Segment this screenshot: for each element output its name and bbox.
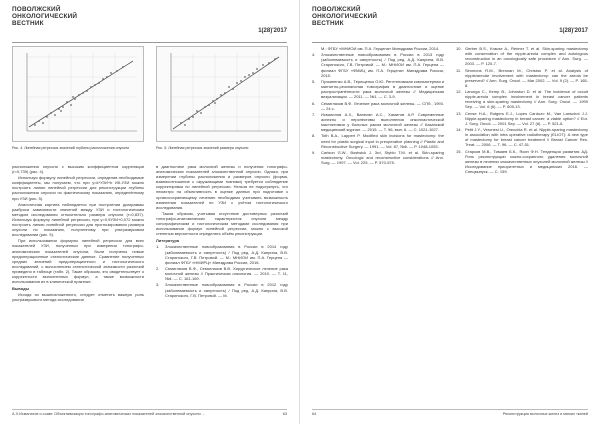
reference-item: 1. Злокачественные новообразования в России в 2014 году (заболеваемость и смертность) / Под ред. А.Д. Каприна, В.В. Старинского, Г.В. Петровой. — М.: МНИОИ им. П.А. Герцена — филиал ФГБУ «НМИРЦ» Минздрава России, 2016. xyxy=(156,244,288,265)
body-paragraph: Аналогичная картина наблюдается при построении диаграммы разброса зависимости значений между УЗИ и гистологическим методом исследования относительно размера опухоли (r=0,837). Используя формулу линейной регрессии, при y=0,9УЗИ+0,072 можно построить линию линейной регрессии для прогнозирования размера опухоли по показанию, полученному при ультразвуковом исследовании (рис. 5). xyxy=(12,201,144,238)
running-footer: А.Х.Исмагилов и соавт. Объективизация топографо-анатомических показателей злокачественной опухоли ... xyxy=(12,412,205,416)
journal-title-line: ВЕСТНИК xyxy=(312,20,344,27)
section-heading: Литература xyxy=(156,238,180,244)
journal-header xyxy=(12,6,287,43)
page-footer xyxy=(312,409,588,418)
reference-item xyxy=(456,111,588,126)
reference-number: 11. xyxy=(456,67,462,73)
reference-list xyxy=(312,46,444,165)
body-paragraph: Исходя из вышеизложенного, следует отметить важную роль ультразвукового метода исследования xyxy=(12,292,144,303)
left-page-column-1 xyxy=(12,164,144,303)
reference-text: Toth B.A., Lappert P. Modified skin incisions for mastectomy: the need for plastic surgical input in preoperative planning // Plastic and Reconstructive Surgery. — 1991. — Vol. 87, №6. — P. 1048-1053. xyxy=(321,133,444,149)
reference-text: Злокачественные новообразования в России в 2012 году (заболеваемость и смертность) / Под ред. А.Д. Каприна, В.В. Старинского, Г.В. Петровой. — М. xyxy=(165,282,288,298)
reference-text: Исмагилов А.Х., Ванесян А.С., Хамитов А.Р. Современные аспекты и перспективы выполнения онкопластической мастэктомии у больных раком молочной железы // Казанский медицинский журнал. — 2015. — Т. 96, вып. 6. — С. 1021-1027. xyxy=(321,111,444,133)
reference-text: Старков М.В., Тимаев Б.К., Ясин Ф.Н. Тенденция развития АД. Роль реконструкции кожно-сохранного удаления молочной железы в лечении злокачественных опухолей молочной железы // Исследование приоритетных и медицинских 2016. — Спецвыпуск. — С. 159. xyxy=(465,148,588,175)
left-page-column-2 xyxy=(156,164,288,299)
body-paragraph: Используя формулу линейной регрессии, определив необходимые коэффициенты, мы получаем, что при y=k*УЗИ+b ИК-УЗИ можно построить линию линейной регрессии для реконструкции глубины расположения опухоли по фактическому показанию, определённому при УЗИ (рис. 5). xyxy=(12,175,144,201)
journal-title-line: ПОВОЛЖСКИЙ xyxy=(312,6,361,13)
journal-title xyxy=(312,6,588,27)
reference-item xyxy=(456,127,588,147)
journal-title-line: ОНКОЛОГИЧЕСКИЙ xyxy=(312,13,378,20)
reference-item: 2. Семиглазов В.Ф., Семиглазов В.В. Хирургическое лечение рака молочной железы // Практическая онкология. — 2010. — Т. 11, №4. — С. 161-169. xyxy=(156,265,288,282)
issue-number: 1(28)'2017 xyxy=(559,28,588,34)
figure-5-scatter-plot xyxy=(156,46,288,142)
right-page xyxy=(300,0,600,424)
reference-number: 7. xyxy=(312,111,316,117)
right-page-column-2 xyxy=(456,46,588,175)
reference-list xyxy=(156,244,288,297)
page-number: 63 xyxy=(282,412,287,416)
issue-number: 1(28)'2017 xyxy=(258,28,287,34)
reference-number: 6. xyxy=(312,100,316,106)
reference-item xyxy=(312,46,444,51)
running-footer: Реконструкция молочных желез и мягких тканей xyxy=(502,412,588,416)
reference-text: Carlson G.W., Bostwick J. 3rd, Styblo T.M. et al. Skin-sparing mastectomy. Oncologic and reconstructive considerations // Ann. Surg. — 1997. — Vol. 225. — P. 570-575. xyxy=(321,149,444,166)
reference-number: 15. xyxy=(456,148,462,154)
reference-item xyxy=(312,101,444,111)
reference-text: Пучкиненко А.В., Терещенко О.Ю. Рентгеновская компьютерная и магнитно-резонансная томография в диагностике и оценке распространённости рака молочной железы // Медицинская визуализация. — 2011. — №1. — С. 3-9. xyxy=(321,78,445,100)
reference-item: 3. Злокачественные новообразования в России в 2012 году (заболеваемость и смертность) / Под ред. А.Д. Каприна, В.В. Старинского, Г.В. Петровой. — М. xyxy=(156,282,288,298)
journal-header xyxy=(312,6,588,43)
reference-number: 10. xyxy=(456,46,462,51)
figures-row xyxy=(12,46,288,158)
reference-item xyxy=(312,52,444,77)
body-paragraph: Таким образом, учитывая отсутствие достоверных различий топографо-анатомических характеристик опухоли между сонографическим и гистологическим методами исследования при использовании формул линейной регрессии, можно с высокой степенью вероятности определять объём реконструкции. xyxy=(156,210,288,237)
reference-item xyxy=(312,112,444,132)
reference-text: Simmons R.M., Brennan M., Christos P. et al. Analysis of nipple/areolar involvement with mastectomy: can the areola be preserved? // Ann. Surg. Oncol. — Mar 2002. — Vol. 9 (2). — P. 165-8. xyxy=(465,67,588,88)
journal-title-line: ВЕСТНИК xyxy=(12,20,44,27)
reference-item xyxy=(312,150,444,165)
right-page-column-1 xyxy=(312,46,444,166)
reference-item xyxy=(456,46,588,66)
reference-item xyxy=(456,149,588,174)
page-number: 64 xyxy=(312,412,317,416)
reference-text: Petit J.Y., Veronesi U., Orecchia R. et al. Nipple-sparing mastectomy in association with intra operative radiotherapy (ELIOT): A new type of mastectomy for breast cancer treatment // Breast Cancer Res. Treat. — 2006. — T. 96. — C. 47-51. xyxy=(465,127,588,148)
reference-text: Cense H.A., Rutgers E.J., Lopes Cardozo M., Van Lanschot J.J. Nipple-sparing mastectomy in breast cancer: a viable option? // Eur. J. Surg. Oncol. — 2001 Sep. — Vol. 27 (6). — P. 521-6. xyxy=(465,110,588,126)
reference-text: М.: ФГБУ «МНИОИ им. П.А. Герцена» Минздрава России, 2014. xyxy=(321,46,440,51)
reference-number: 5. xyxy=(312,78,316,84)
reference-list xyxy=(456,46,588,174)
body-paragraph: в диагностике рака молочной железы и получения топографо-анатомических показателей злокачественной опухоли. Однако, при измерении глубины расположения и размеров опухоли (форма, взаимоотношение с окружающими тканями) требуется соблюдение корректировки по линейной регрессии. Нельзя не подчеркнуть, что несмотря на объективность в оценке данных при подготовке к органосохраняющему лечению необходимо учитывать возможность изменения показателей по УЗИ с учётом гистологического исследования. xyxy=(156,164,288,210)
reference-number: 14. xyxy=(456,127,462,133)
figure-4-caption: Рис. 4. Линейная регрессия значений глубины расположения опухоли xyxy=(12,146,130,150)
reference-text: Gerber B.S., Krause A., Reimer T. et al. Skin-sparing mastectomy with conservation of the nipple-areola complex and autologous reconstruction is an oncologically safe procedure // Ann. Surg. — 2003. — P. 120-7. xyxy=(465,46,588,67)
reference-number: 8. xyxy=(312,133,316,139)
reference-item xyxy=(456,68,588,88)
reference-text: Злокачественные новообразования в России в 2013 году (заболеваемость и смертность) / Под ред. А.Д. Каприна, В.В. Старинского, Г.В. Петровой. — М.: МНИОИ им. П.А. Герцена — филиал ФГБУ «ФМИЦ им. П.А. Герцена» Минздрава России, 2015. xyxy=(321,52,444,78)
reference-number: 4. xyxy=(312,52,316,58)
page-footer xyxy=(12,409,287,418)
journal-title-line: ПОВОЛЖСКИЙ xyxy=(12,6,61,13)
body-paragraph: расположения опухоли с высоким коэффициентом корреляции (r=0,739) (рис. 4). xyxy=(12,164,144,175)
reference-text: Семиглазов В.Ф. Лечение рака молочной железы. — СПб., 1993. — 24 с. xyxy=(321,100,444,111)
section-heading: Выводы xyxy=(12,286,30,292)
reference-text: Laronga C., Kemp B., Johnston D. et al. The incidence of occult nipple-areola complex involvement in breast cancer patients receiving a skin-sparing mastectomy // Ann. Surg. Oncol. — 1999 Sep. — Vol. 6 (6). — P. 609-13. xyxy=(465,89,588,110)
reference-item xyxy=(456,89,588,109)
journal-title-line: ОНКОЛОГИЧЕСКИЙ xyxy=(12,13,78,20)
reference-number: 9. xyxy=(312,149,316,155)
reference-text: Злокачественные новообразования в России в 2014 году (заболеваемость и смертность) / Под ред. А.Д. Каприна, В.В. Старинского, Г.В. Петровой. — М.: МНИОИ им. П.А. Герцена — филиал ФГБУ «НМИРЦ» Минздрава России, 2016. xyxy=(165,244,288,265)
figure-5-caption: Рис. 5. Линейная регрессия значений размера опухоли xyxy=(156,146,249,150)
figure-4-scatter-plot xyxy=(12,46,144,142)
reference-item xyxy=(312,133,444,148)
reference-number: 13. xyxy=(456,110,462,116)
journal-title xyxy=(12,6,287,27)
body-paragraph: При использовании формулы линейной регрессии для всех показателей УЗИ, полученных при измерении топографо-анатомических показателей опухоли, были получены новые предоперационные статистические данные. Сравнение полученных средних значений предоперационного и гистологического исследований, с вычислением статистической значимости различий приведено в таблице (табл. 2). Такие образом, это свидетельствует о корректности выполненных формул, а также возможности использования их в клинической практике. xyxy=(12,238,144,285)
reference-text: Семиглазов В.Ф., Семиглазов В.В. Хирургическое лечение рака молочной железы // Практическая онкология. — 2010. — Т. 11, №4. — С. 161-169. xyxy=(165,265,288,282)
reference-item xyxy=(312,79,444,99)
reference-number: 12. xyxy=(456,89,462,95)
